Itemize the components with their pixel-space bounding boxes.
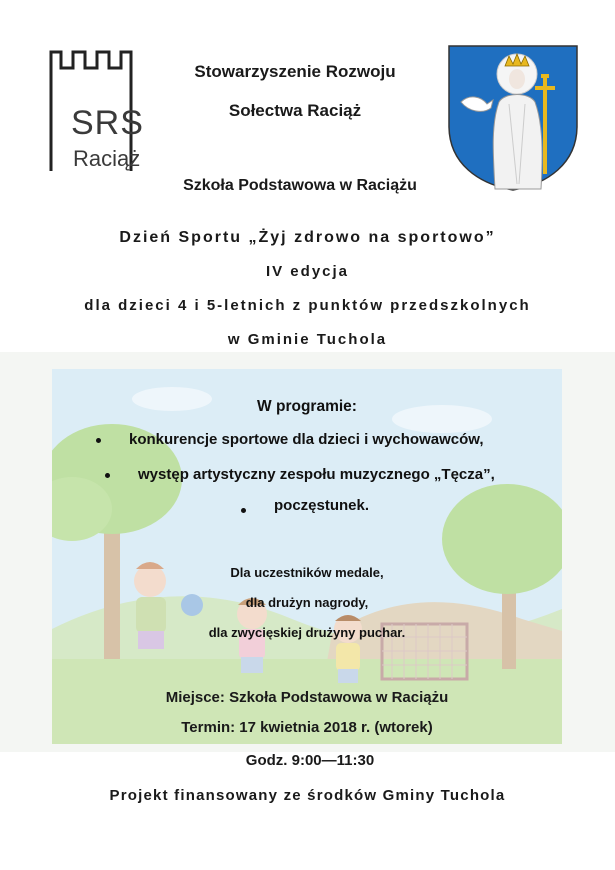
org-name-line2: Sołectwa Raciąż	[228, 101, 362, 120]
event-date: Termin: 17 kwietnia 2018 r. (wtorek)	[181, 719, 433, 736]
funding-note: Projekt finansowany ze środków Gminy Tuchola	[109, 787, 506, 804]
program-item: występ artystyczny zespołu muzycznego „Tęcza”,	[138, 466, 495, 483]
event-commune: w Gminie Tuchola	[227, 331, 388, 348]
bullet-icon	[105, 473, 110, 478]
event-place: Miejsce: Szkoła Podstawowa w Raciążu	[165, 689, 449, 706]
logo-lettering: SRS	[71, 104, 144, 142]
bullet-icon	[96, 438, 101, 443]
award-line: dla zwycięskiej drużyny puchar.	[208, 625, 406, 640]
event-edition: IV edycja	[265, 263, 350, 280]
event-title: Dzień Sportu „Żyj zdrowo na sportowo”	[119, 229, 496, 246]
event-hours: Godz. 9:00—11:30	[245, 752, 375, 769]
org-name-line1: Stowarzyszenie Rozwoju	[194, 62, 396, 81]
event-audience: dla dzieci 4 i 5-letnich z punktów przedszkolnych	[84, 297, 531, 314]
school-name: Szkoła Podstawowa w Raciążu	[183, 177, 417, 194]
program-item: poczęstunek.	[274, 497, 370, 514]
program-item: konkurencje sportowe dla dzieci i wychowawców,	[129, 431, 484, 448]
program-heading: W programie:	[257, 398, 357, 415]
srs-logo	[45, 46, 155, 176]
logo-town: Raciąż	[73, 146, 141, 171]
coat-of-arms-icon	[447, 44, 579, 192]
award-line: Dla uczestników medale,	[230, 565, 384, 580]
bullet-icon	[241, 508, 246, 513]
award-line: dla drużyn nagrody,	[245, 595, 369, 610]
sports-illustration	[52, 369, 562, 744]
